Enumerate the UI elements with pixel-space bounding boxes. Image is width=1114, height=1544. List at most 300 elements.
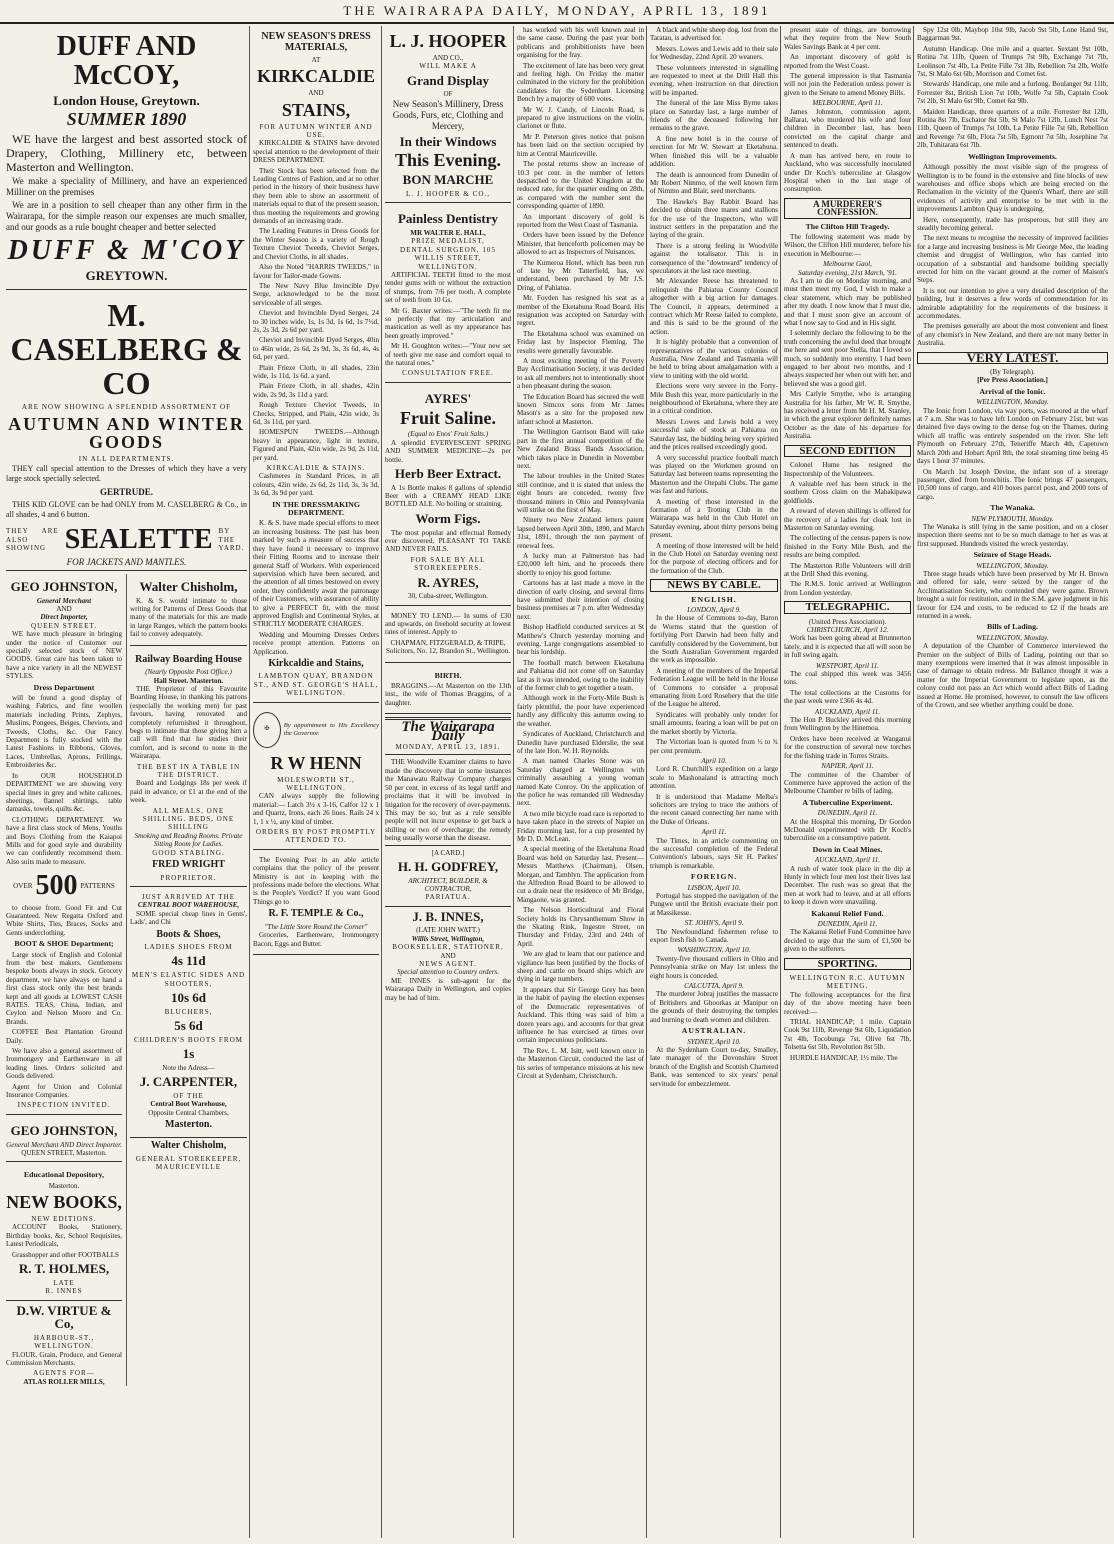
ad-text: Cashmeres in Standard Prices, in all colours, 42in wide, 2s 6d, 2s 11d, 3s, 3s 3d, 3s 6d, 3s 9d per yard. <box>253 472 379 498</box>
news-para: A rush of water took place in the dip at Hunly in which four men lost their lives last December. The rush was so great that the men at work had to leave, and at all efforts to keep it down were unavailing. <box>784 864 911 907</box>
ad-chisholm <box>130 1141 247 1171</box>
news-para: A fine new hotel is in the course of erection for Mr W. Stewart at Eketahuna. When finished this will be a valuable addition. <box>650 134 778 169</box>
ad-patterns: PATTERNS <box>80 881 115 890</box>
ad-boots: Boots & Shoes, <box>156 928 221 940</box>
dateline: CALCUTTA, April 9. <box>684 982 744 991</box>
ad-text: Mr G. Baxter writes:—"The teeth fit me so perfectly that my articulation and mastication as well as my appearance has been greatly improved." <box>385 306 511 340</box>
ad-carpenter <box>130 890 247 1138</box>
ad-street: QUEEN STREET. <box>30 621 98 630</box>
ad-name: J. B. INNES, <box>412 908 484 924</box>
dateline: NEW PLYMOUTH, Monday. <box>971 514 1054 523</box>
ad-town: Hall Street. Masterton. <box>153 676 224 685</box>
section-subhead: Kakanui Relief Fund. <box>811 908 884 918</box>
ad-smoking: Smoking and Reading Rooms. Private Sitting Room for Ladies. <box>134 831 243 849</box>
column-4 <box>517 26 644 1538</box>
news-para: The Eketahuna school was examined on Friday last by Inspector Fleming. The results were generally favourable. <box>517 329 644 355</box>
ad-dept: IN THE DRESSMAKING DEPARTMENT. <box>272 499 360 518</box>
news-para: Syndicates of Auckland, Christchurch and Dunedin have purchased Elderslie, the seat of the late Hon. W. H. Reynolds. <box>517 730 644 755</box>
dateline: MONDAY, APRIL 13, 1891. <box>395 743 501 752</box>
news-para: The following acceptances for the first day of the above meeting have been received:— <box>784 990 911 1016</box>
ad-seal-text: By appointment to His Excellency the Governor. <box>283 722 379 737</box>
ad-geo-johnston <box>6 574 122 1115</box>
section-subhead: Down in Coal Mines. <box>812 844 883 854</box>
ad-will: WILL MAKE A <box>419 62 477 71</box>
ad-price: 5s 6d <box>174 1017 203 1033</box>
dateline: ST. JOHN'S, April 9. <box>684 919 744 928</box>
ad-late: LATE <box>53 1278 75 1287</box>
ad-boot-dept: BOOT & SHOE Department; <box>14 939 114 949</box>
ad-text: CLOTHING DEPARTMENT. We have a first class stock of Mens, Youths and Boys Clothing from the Kaiapoi Mills and for good style and durability we can confidently recommend them. Also suits made to measure. <box>6 815 123 866</box>
ad-prize: PRIZE MEDALIST, <box>411 237 485 246</box>
ad-text: HOMESPUN TWEEDS.—Although heavy in appearance, light in texture, Figured and Plain, 42in wide, 2s 9d, 2s 11d, per yard. <box>253 428 379 462</box>
editorial-text: THE Woodville Examiner claims to have made the discovery that in some instances the Manawatu Railway Company charges 50 per cent. in excess of its legal tariff and proclaims that it will be involved in litigation for the recovery of over-payments. This may be so, but as a rule sensible people will not incur expense to get back a shilling or two of overcharge; the remedy being usually worse than the disease. <box>385 758 511 843</box>
ad-godfrey <box>385 845 511 907</box>
ad-mills: ATLAS ROLLER MILLS, <box>23 1377 105 1386</box>
ad-subtitle: (Nearly Opposite Post Office.) <box>145 668 232 677</box>
ad-text: K. & S. have made special efforts to meet an increasing business. The past has been marked by such a measure of success that they have found it necessary to improve their Fitting Rooms and to increase their general Staff of Workers. With experienced supervision which have been secured, and the attention of all times bestowed on every order, they confidently await the patronage of their Customers, with assurance of ability to give a PERFECT fit, with the most approved English and Continental Styles, at STRICTLY MODERATE CHARGES. <box>253 519 379 629</box>
ad-name: FRED WRIGHT <box>152 859 225 871</box>
ad-text: ACCOUNT Books, Stationery, Birthday books, &c, School Requisites, Latest Periodicals, <box>6 1223 123 1249</box>
news-para: The coal shipped this week was 3456 tons. <box>784 670 911 687</box>
dateline: MELBOURNE, April 11. <box>812 99 883 108</box>
dateline: WASHINGTON, April 10. <box>677 946 751 955</box>
ad-items: New Season's Millinery, Dress Goods, Furs, etc, Clothing and Mercery, <box>392 98 504 131</box>
ad-text: Rough Texture Cheviot Tweeds, in Checks, Stripped, and Plain, 42in wide, 3s 6d, 3s 11d, per yard. <box>253 401 379 426</box>
ad-text: The Evening Post in an able article complains that the policy of the present Ministry is not in keeping with the professions made before the elections. What is the People's Verdict? If you want Good Things go to <box>253 855 379 906</box>
news-para: The total collections at the Customs for the past week were £366 4s 4d. <box>784 688 911 706</box>
ad-innes <box>385 910 511 1002</box>
column-rule <box>513 26 514 1538</box>
masthead <box>0 0 1114 24</box>
ad-text: A splendid EVERVESCENT SPRING AND SUMMER MEDICINE—2s per bottle. <box>385 438 511 464</box>
news-para: Mr P. Peterson gives notice that poison has been laid on the section occupied by him at Central Mauriceville. <box>517 132 644 158</box>
news-para: Cartoons has at last made a move in the direction of early closing, and several firms have submitted their intention of closing business premises at 7 p.m. after Wednesday next. <box>517 579 644 621</box>
ad-sub: (Equal to Enos' Fruit Salts.) <box>407 430 489 439</box>
column-1 <box>6 26 247 1538</box>
ad-goods: AUTUMN AND WINTER GOODS <box>8 413 245 453</box>
ad-grand: Grand Display <box>407 72 489 88</box>
column-rule <box>249 26 250 1538</box>
col1-right <box>126 574 247 1386</box>
ad-temple <box>253 853 379 955</box>
ad-firm: CHAPMAN, FITZGERALD, & TRIPE, Solicitors, No. 12, Brandon St., Wellington. <box>385 638 511 656</box>
section-subhead: The Clifton Hill Tragedy. <box>805 221 890 231</box>
ad-text: ME INNES is sub-agent for the Wairarapa Daily in Wellington, and copies may be had of him. <box>385 976 511 1002</box>
ad-signature: KIRKCALDIE & STAINS. <box>266 464 366 473</box>
dateline: LISBON, April 10. <box>687 883 741 892</box>
ad-text: Wedding and Mourning Dresses Orders receive prompt attention. Patterns on Application. <box>253 630 379 656</box>
ad-text: A 1s Bottle makes 8 gallons of splendid Beer with a CREAMY HEAD LIKE BOTTLED ALE. No boiling or straining. <box>385 483 511 509</box>
ad-town: MAURICEVILLE <box>155 1163 222 1172</box>
ad-text: THIS KID GLOVE can be had ONLY from M. CASELBERG & Co., in all shades, 4 and 6 button. <box>6 500 247 520</box>
ad-text: THEY call special attention to the Dresses of which they have a very large stock specially selected. <box>6 463 247 483</box>
news-para: A reward of eleven shillings is offered for the recovery of a ladies fur cloak lost in Masterton on Saturday evening. <box>784 507 911 532</box>
section-subhead: The Wanaka. <box>990 503 1035 513</box>
ad-and: AND <box>308 89 324 98</box>
ad-text: ARTIFICIAL TEETH fitted to the most tender gums with or without the extraction of stumps, from 7/6 per tooth. A complete set of teeth from 10 Gs. <box>385 271 511 305</box>
ad-by-yard: BY THE YARD. <box>218 527 245 553</box>
dateline: LONDON, April 9. <box>687 606 741 614</box>
ad-railway-boarding <box>130 649 247 887</box>
royal-seal-icon: ✠ <box>253 712 281 748</box>
ad-name: J. CARPENTER, <box>139 1074 238 1090</box>
ad-of: OF THE <box>173 1091 204 1100</box>
ad-ladies: LADIES SHOES FROM <box>144 943 233 952</box>
ad-agents: AGENTS FOR— <box>33 1369 95 1378</box>
ad-hooper <box>385 26 511 203</box>
ad-subtitle: General Merchant AND Direct Importer. <box>6 1140 122 1149</box>
dateline: WELLINGTON, Monday. <box>976 561 1049 570</box>
ad-and: AND <box>440 951 456 960</box>
news-para: Spy 12st 0lb, Maybop 10st 9lb, Jacob 9st 5lb, Lone Hand 9st, Baggarman 9st. <box>917 26 1108 43</box>
ad-bon: BON MARCHE <box>402 172 494 188</box>
ad-text: Plain Frieze Cloth, in all shades, 23in wide, 1s 11d, 1s 6d. a yard. <box>253 363 379 380</box>
ad-text: Groceries, Earthenware, Ironmongery Bacon, Eggs and Butter. <box>253 931 379 948</box>
ad-mens: MEN'S ELASTIC SIDES AND SHOOTERS, <box>131 971 246 988</box>
section-subhead: Seizure of Stage Heads. <box>973 550 1052 560</box>
ad-price: 4s 11d <box>171 953 206 969</box>
news-para: The football match between Eketahuna and Pahiatua did not come off on Saturday last as it was intended, owing to the inability of the former club to get together a team. <box>517 658 644 693</box>
ad-new-editions: NEW EDITIONS. <box>31 1215 97 1224</box>
masthead-title: WAIRARAPA DAILY, <box>383 3 552 18</box>
news-para: The Ionic from London, via way ports, was moored at the wharf at 7 a.m. She was to have left London on February 21st, but was detained five days owing to the dense fog on the Thames, during which all traffic was entirely suspended on the river. She left Plymouth on February 27th, Teneriffe March 4th, Capetown March 20th and Hobart April 8th, the total steaming time being 45 days 1 hour 37 minutes. <box>917 406 1108 466</box>
news-para: There is a strong feeling in Woodville against the totalisator. This is in consequence of the "downward" tendency of speculators at the last race meeting. <box>650 241 778 275</box>
ad-text: The Leading Features in Dress Goods for the Winter Season is a variety of Rough Texture Cheviot Tweeds, Cheviot Serges, and Cheviot Cloths, in all shades. <box>253 227 379 261</box>
dateline: WESTPORT, April 11. <box>815 661 880 670</box>
news-para: Orders have been received at Wanganui for the construction of several new torches for the fishing trade in Torres Straits. <box>784 734 911 760</box>
ad-title: M. CASELBERG & CO <box>10 297 243 401</box>
ad-subtitle: London House, Greytown. <box>53 92 200 108</box>
ad-ayres <box>385 386 511 606</box>
col1-left <box>6 574 122 1386</box>
ad-text: In OUR HOUSEHOLD DEPARTMENT we are showing very special lines in grey and white calicoes, sheetings, flannel shirtings, table damasks, towels, quilts &c. <box>6 771 123 814</box>
ad-text: Plain Frieze Cloth, in all shades, 42in wide, 2s 9d, 3s 11d a yard. <box>253 382 379 399</box>
ad-stabling: GOOD STABLING. <box>152 848 225 857</box>
news-para: A meeting of those interested will be held in the Club Hotel on Saturday evening next for the purpose of electing officers and for the formation of the Club. <box>650 541 778 575</box>
ad-text: We are in a position to sell cheaper than any other firm in the Wairarapa, for the simple reason our expenses are much smaller, and our goods as a rule bought cheaper and better selected <box>6 200 247 233</box>
ad-text: FLOUR, Grain, Produce, and General Commission Merchants. <box>6 1350 123 1368</box>
section-head-sporting: SPORTING. <box>784 958 911 970</box>
ad-text: WE have much pleasure in bringing under the notice of Customer our specially selected stock of NEW GOODS. Great care has been taken to have a nice variety in all the NEWEST STYLES. <box>6 630 123 681</box>
news-para: present state of things, are borrowing what they require from the New South Wales Savings Bank at 4 per cent. <box>784 26 911 51</box>
ad-sale: FOR SALE BY ALL STOREKEEPERS. <box>410 555 486 573</box>
ad-note: Note the Adress— <box>162 1063 215 1072</box>
ad-sub: "The Little Store Round the Corner" <box>264 922 368 931</box>
ad-inspect: INSPECTION INVITED. <box>17 1101 111 1110</box>
news-para: Mrs Carlyle Smythe, who is arranging Australia for his father, Mr W. R. Smythe, has received a letter from Mr H. M. Stanley, in which the great explorer definitely names October as the date of his departure for Australia. <box>784 390 911 441</box>
ad-sub: BOOKSELLER, STATIONER, <box>392 943 504 952</box>
ad-title: NEW SEASON'S DRESS MATERIALS, <box>261 31 371 53</box>
news-para: The next means to recognise the necessity of improved facilities for a large and increasing business is Mr George Mee, the leading chemist and druggist of Wellington, who has carried into occupation of a substantial and handsome building specially erected for him on the vacant ground at the corner of Maison's Steps. <box>917 234 1108 285</box>
ad-town: Masterton. <box>76 1148 107 1157</box>
ad-text: Mr H. Goughton writes:—"Your new set of teeth give me ease and comfort equal to the natural ones." <box>385 342 511 368</box>
ad-caselberg <box>6 293 247 571</box>
ad-duff-mccoy <box>6 26 247 290</box>
news-para: Portugal has stopped the navigation of the Pungwe until the British evacuate their port at Massikesse. <box>650 892 778 917</box>
news-para: As I am to die on Monday morning, and must then meet my God, I wish to make a clear statement, which may be published after my death. I now know that I must die, and that I must soon give an account of what I now say to God and in His sight. <box>784 276 911 327</box>
ad-for-jackets: FOR JACKETS AND MANTLES. <box>66 556 187 567</box>
ad-henn-seal-row <box>253 709 379 751</box>
ad-address: LAMBTON QUAY, BRANDON ST., AND ST. GEORGE'S HALL, <box>253 672 379 689</box>
news-para: TRIAL HANDICAP; 1 mile. Captain Cook 9st 11lb, Revenge 9st 6lb, Liquidation 7st 4lb, Tocobunga 7st, Olive 6st 7lb, Tolsetta 6st 5lb, Revolution 8st 5lb. <box>784 1018 911 1052</box>
ad-money <box>385 609 511 663</box>
news-para: An important discovery of gold is reported from the West Coast of Tasmania. <box>517 212 644 229</box>
dateline: AUCKLAND, April 11. <box>814 856 881 865</box>
ad-text: COFFEE Best Plantation Ground Daily. <box>6 1028 123 1045</box>
ad-dental: DENTAL SURGEON, 105 WILLIS STREET, <box>400 245 496 263</box>
news-para: The Kumeroa Hotel, which has been run of late by Mr Tatterfield, has, we understand, been purchased by Mr J.S. Dring, of Pahiatua. <box>517 258 644 292</box>
news-para: At the Sydenham Court to-day, Smalley, late manager of the Dovonshire Street branch of the English and Scottish Chartered Bank, was sentenced to six years' penal servitude for embezzlement. <box>650 1045 778 1088</box>
ad-subtitle: ARE NOW SHOWING A SPLENDID ASSORTMENT OF <box>21 403 232 412</box>
ad-at: AT <box>311 56 321 64</box>
ad-news: NEWS AGENT. <box>419 960 477 969</box>
news-para: Twenty-five thousand colliers in Ohio and Pennsylvania strike on May 1st unless the eight hours is conceded. <box>650 954 778 980</box>
news-para: has worked with his well known zeal in the same cause. During the past year both publicans and prohibitionists have been organising for the fray. <box>517 26 644 60</box>
ad-text: to choose from. Good Fit and Cut Guaranteed. New Regatta Oxford and White Shirts, Ties, Braces, Socks and Gents underclothing. <box>6 903 123 937</box>
dateline: Saturday evening, 21st March, '91. <box>798 268 897 277</box>
column-7 <box>917 26 1108 1538</box>
ad-new-books: NEW BOOKS, <box>6 1192 122 1213</box>
news-para: Mr Alexander Reese has threatened to relinquish the Pahiatua County Council altogether with a big action for damages. The Council, it appears, determined a contract which Mr Reese failed to complete, and this is said to be the ground of the action. <box>650 277 778 336</box>
news-para: Mr W. J. Candy, of Lincoln Road, is prepared to give instructions on the violin, clarionet or flute. <box>517 105 644 131</box>
dateline: AUCKLAND, April 11. <box>814 707 881 716</box>
ad-arrived: JUST ARRIVED AT THE <box>141 892 236 901</box>
news-para: The R.M.S. Ionic arrived at Wellington from London yesterday. <box>784 580 911 597</box>
ad-henn <box>253 706 379 850</box>
ad-opposite: Opposite Central Chambers, <box>148 1108 229 1117</box>
ad-dress-dept: Dress Department <box>33 682 95 692</box>
ad-dentistry <box>385 206 511 383</box>
column-rule <box>381 26 382 1538</box>
section-head-cable: NEWS BY CABLE. <box>650 579 778 591</box>
ad-evening: This Evening. <box>394 150 502 171</box>
section-subhead: (United Press Association). <box>808 617 887 626</box>
ad-virtue <box>6 1304 122 1387</box>
dateline: Melbourne Gaol, <box>823 260 872 269</box>
ad-in: In their Windows <box>399 133 497 149</box>
ad-sub: GENERAL STOREKEEPER, <box>135 1154 242 1163</box>
news-para: The Nelson Horticultural and Floral Society holds its Chrysanthemum Show in the Skating Rink, Ingestre Street, on Thursday and Friday, 23rd and 24th of April. <box>517 906 644 948</box>
news-para: HURDLE HANDICAP, 1½ mile. The <box>790 1053 898 1062</box>
ad-text: will be found a good display of washing Fabrics, and fine woollen materials including Prints, Zephyrs, Muslins, Pongees, Beiges, Cheviots, and Tweeds, Cloths, &c. Our Fancy Department is fully stocked with the Latest Fashions in Ribbons, Gloves, Laces, Umbrellas, Aprons, Frillings, Embroideries &c. <box>6 694 123 770</box>
news-para: The death is announced from Dunedin of Mr Robert Nimmo, of the well known firm of Nimmo and Blair, seed merchants. <box>650 170 778 196</box>
news-para: A man named Charles Stone was on Saturday charged at Wellington with criminally assaulting a young woman named Kate Conroy. On the application of the police he was remanded till Wednesday next. <box>517 757 644 808</box>
news-para: We are glad to learn that our patience and vigilance has been justified by the flocks of sheep and cattle on board ships which are dying in large numbers. <box>517 950 644 984</box>
ad-text: We make a speciality of Millinery, and have an experienced Milliner on the premises <box>6 176 247 198</box>
ad-price: 1s <box>182 1046 195 1062</box>
news-para: Lord R. Churchill's expedition on a large scale to Mashonaland is attracting much attention. <box>650 765 778 791</box>
ad-educational-depository <box>6 1165 122 1300</box>
ad-title: D.W. VIRTUE & Co, <box>16 1302 112 1332</box>
ad-kirkcaldie <box>253 26 379 703</box>
column-5 <box>650 26 778 1538</box>
ad-of: OF <box>443 90 453 99</box>
ad-text: Cheviot and Invincible Dyed Serges, 24 to 30 inches wide, 1s, 1s 3d, 1s 6d, 1s 7½d, 2s, 2s 3d, 2s 6d per yard. <box>253 309 379 334</box>
news-para: James Johnston, commission agent, Ballarat, who murdered his wife and four children in December last, has been convicted on the capital charge and sentenced to death. <box>784 107 911 150</box>
divider <box>385 754 511 755</box>
column-rule <box>780 26 781 1538</box>
section-subhead: Arrival of the Ionic. <box>979 386 1046 396</box>
ad-text: K. & S. would intimate to those writing for Patterns of Dress Goods that many of the materials for this are made in large Ranges, which the pattern books fail to convey adequately. <box>130 596 247 639</box>
news-para: The following statement was made by Wilson, the Clifton Hill murderer, before his execution in Melbourne:— <box>784 232 911 258</box>
ad-signature: DUFF & M'COY <box>7 235 246 267</box>
ad-name: Walter Chisholm, <box>150 1140 227 1152</box>
news-para: The Masterton Rifle Volunteers will drill at the Drill Shed this evening. <box>784 561 911 578</box>
news-para: A very successful practice football match was played on the Workmen ground on Saturday last between teams representing the Masterton and the Otepahi Clubs. The game was fast and furious. <box>650 453 778 496</box>
news-para: It is highly probable that a convention of representatives of the various colonies of Australia, New Zealand and Tasmania will be held to bring about amalgamation with a view to uniting with the old world. <box>650 338 778 380</box>
ad-town: PARIATUA. <box>425 893 471 902</box>
dateline: CHRISTCHURCH, April 12. <box>806 626 889 634</box>
news-para: The Wellington Garrison Band will take part in the first annual competition of the New Zealand Brass Bands Association, which takes place in Dunedin in November next. <box>517 428 644 470</box>
dateline: NAPIER, April 11. <box>821 762 874 771</box>
news-para: A valuable reef has been struck in the southern Cross claim on the Mahakipawa goldfields. <box>784 479 911 505</box>
ad-title: Painless Dentistry <box>397 211 499 227</box>
news-para: The Hawke's Bay Rabbit Board has decided to obtain three mares and stallions for the use of the Inspectors, who will instruct settlers in the preparation and the laying of the grain. <box>650 197 778 240</box>
news-para: An important discovery of gold is reported from the West Coast. <box>784 53 911 70</box>
masthead-date: MONDAY, APRIL 13, 1891 <box>557 3 771 18</box>
ad-street-name: QUEEN STREET, <box>21 1148 75 1157</box>
ad-name: MR WALTER E. HALL, <box>410 228 486 237</box>
news-para: Orders have been issued by the Defence Minister, that henceforth policemen may be allowed to act as Inspectors of Nuisances. <box>517 231 644 257</box>
news-para: It appears that Sir George Grey has been in the habit of paying the election expenses of the Democratic representatives of Auckland. This thing was said of him a dozen years ago, and accounts for that great influence he has exercised at times over certain impecunious politicians. <box>517 985 644 1045</box>
ad-meals: ALL MEALS, ONE SHILLING. BEDS, ONE SHILLING <box>142 806 235 832</box>
ad-signature: R. AYRES, <box>417 574 479 590</box>
ad-text: SOME special cheap lines in Gents', Lads', and Chi <box>130 909 247 927</box>
news-para: The murderer Jobraj justifies the massacre of Britishers and Ghoorkas at Manipur on the grounds of their destroying the temples and burning to death women and children. <box>650 990 778 1024</box>
column-6 <box>784 26 911 1538</box>
news-para: The Kakanui Relief Fund Committee have decided to urge that the sum of £1,500 be given to the sufferers. <box>784 928 911 954</box>
dateline: WELLINGTON, Monday. <box>976 398 1049 407</box>
news-para: A meeting of those interested in the formation of a Trotting Club in the Wairarapa was held in the Club Hotel on Saturday evening, about thirty persons being present. <box>650 497 778 540</box>
news-para: The Newfoundland fishermen refuse to export fresh fish to Canada. <box>650 927 778 945</box>
news-para: Although possibly the most visible sign of the progress of Wellington is to be found in the extensive and fine blocks of new warehouses and office shops which are being erected on the Reclamation in the vicinity of the Queen's Wharf, there are still evidences of activity and enterprise to be met with in the improvements Lambton Quay is undergoing. <box>917 163 1108 214</box>
news-para: The Hon P. Buckley arrived this morning from Wellington by the Hinemoa. <box>784 716 911 733</box>
ad-signature: L. J. HOOPER & CO., <box>405 189 491 198</box>
ad-text: MONEY TO LEND.— In sums of £30 and upwards, on freehold security at lowest rates of interest. Apply to <box>385 611 511 637</box>
dateline: April 11. <box>701 828 727 837</box>
ad-name: R. F. TEMPLE & Co., <box>268 908 364 920</box>
ad-text: Agent for Union and Colonial Insurance Companies. <box>6 1082 123 1100</box>
ad-orders: ORDERS BY POST PROMPTLY ATTENDED TO. <box>255 828 377 845</box>
ad-text: WE have the largest and best assorted stock of Drapery, Clothing, Millinery etc, between Masterton and Wellington. <box>6 132 247 175</box>
news-para: Colonel Hume has resigned the Inspectorship of the Volunteers. <box>784 461 911 478</box>
masthead-the: THE <box>343 3 378 18</box>
ad-town: WELLINGTON. <box>286 689 346 698</box>
ad-importer: Direct Importer, <box>40 613 88 622</box>
ad-name: L. J. HOOPER <box>389 31 507 51</box>
ad-title: GEO JOHNSTON, <box>10 578 118 594</box>
dateline: April 10. <box>701 756 727 765</box>
news-para: A black and white sheep dog, lost from the Taratau, is advertised for. <box>650 26 778 43</box>
ad-title: GEO JOHNSTON, <box>10 1122 118 1138</box>
section-subhead: (By Telegraph). <box>990 368 1035 377</box>
ad-text: The New Navy Blue Invincible Dye Serge, acknowledged to be the most serviceable of all serges. <box>253 281 379 307</box>
news-para: Bishop Hadfield conducted services at St Matthew's Church yesterday morning and evening. Large congregations assembled to hear his lordship. <box>517 623 644 657</box>
news-para: The premises generally are about the most convenient and finest of any chemist's in New Zealand, and there are not many better in Australia. <box>917 322 1108 348</box>
ad-departments: IN ALL DEPARTMENTS. <box>78 455 175 464</box>
ad-town: WELLINGTON. <box>418 262 478 271</box>
section-subhead: A Tuberculine Experiment. <box>802 797 893 807</box>
ad-warehouse: CENTRAL BOOT WAREHOUSE, <box>137 901 240 910</box>
news-para: The Wanaka is still lying in the same position, and on a closer inspection there seems not to be so much damage to her as was at first supposed. Hundreds visited the wreck yesterday. <box>917 522 1108 548</box>
news-para: Mr. Foyden has resigned his seat as a member of the Eketahuna Road Board. His resignation was accepted on Saturday with regret. <box>517 294 644 328</box>
ad-price: 10s 6d <box>170 989 207 1005</box>
column-rule <box>646 26 647 1538</box>
ad-glove-name: GERTRUDE. <box>100 486 153 497</box>
news-para: Elections were very severe in the Forty-Mile Bush this year, more particularly in the neighbourhood of Eketahuna, where they are in a critical condition. <box>650 382 778 416</box>
news-para: On March 1st Joseph Devine, the infant son of a steerage passenger, died from bronchitis. The Ionic brings 47 passengers, 10,500 tons of cargo, and 410 boxes parcel post, and 2000 tons of cargo. <box>917 467 1108 501</box>
ad-subtitle: General Merchant <box>36 596 92 605</box>
news-para: A meeting of the members of the Imperial Federation League will be held in the House of Commons to consider a proposal emanating from Lord Rosebery that the title of the League be altered. <box>650 666 778 709</box>
dateline: DUNEDIN, April 11. <box>817 920 878 928</box>
news-para: A deputation of the Chamber of Commerce interviewed the Premier on the subject of Bills of Lading, pointing out that so many exemptions were inserted that it was almost impossible in case of damage to obtain redress. Mr Ballance thought it was a matter for the Imperial Government to legislate upon, as the colony could not pass an Act which would affect Bills of Lading issued at Home. He promised, however, to consult the law officers of the Crown, and see whether anything could be done. <box>917 642 1108 710</box>
ad-text: CAN always supply the following material:— Latch 3½ x 3-16, Calfor 12 x 1 and Quartz, Irons, each 26 lines. Rails 24 x 1, 1 x ½, any kind of timber. <box>253 792 379 826</box>
ad-late: (LATE JOHN WATT.) <box>416 926 480 935</box>
ad-text: Board and Lodgings 18s per week if paid in advance, or £1 at the end of the week. <box>130 779 247 805</box>
column-3 <box>385 26 511 1538</box>
news-para: The Education Board has secured the well known Simcox sons from Mr James Mason's as a site for the proposed new infant school at Masterton. <box>517 392 644 426</box>
ad-text: Large stock of English and Colonial from the best makers. Gentlemens bespoke boots always in stock. Grocery department, we have always on hand a first class stock only the best brands kept and all goods at LOWEST CASH RATES. TEAS, China, Indian, and Ceylon and Nelson Moore and Co. Brands. <box>6 950 123 1026</box>
ad-name: R. T. HOLMES, <box>18 1261 110 1277</box>
news-para: The general impression is that Tasmania will not join the Federation unless power is given to the Senate to amend Money Bills. <box>784 72 911 97</box>
ad-patterns-row <box>6 868 122 903</box>
ad-worm: Worm Figs. <box>415 510 481 526</box>
ad-address: Willis Street, Wellington, <box>411 934 485 943</box>
section-subhead: WELLINGTON R.C. AUTUMN MEETING. <box>789 974 906 991</box>
news-para: A lucky man at Palmerston has had £20,000 left him, and he proceeds there shortly to enjoy his good fortune. <box>517 551 644 577</box>
ad-title: Fruit Saline. <box>399 407 496 428</box>
ad-season: SUMMER 1890 <box>66 109 187 130</box>
news-para: Work has been going ahead at Brunnerton lately, and it is expected that all will soon be in full swing again. <box>784 634 911 660</box>
ad-card: [A CARD.] <box>431 848 465 857</box>
news-para: Messrs. Lowes and Lewis add to their sale for Wednesday, 22nd April. 20 weaners. <box>650 44 778 62</box>
news-para: A two mile bicycle road race is reported to have taken place in the streets of Napier on Friday morning last, for a cup presented by Mr D. D. McLean. <box>517 809 644 843</box>
section-head-confession: A MURDERER'S CONFESSION. <box>784 198 911 219</box>
news-para: It is understood that Madame Melba's solicitors are trying to trace the authors of the recent canard connecting her name with the Duke of Orleans. <box>650 792 778 826</box>
news-para: The committee of the Chamber of Commerce have approved the action of the Melbourne Chamber re bills of lading. <box>784 770 911 796</box>
ad-consult: CONSULTATION FREE. <box>402 369 494 378</box>
section-subhead: Bills of Lading. <box>987 622 1038 632</box>
birth-head: BIRTH. <box>434 670 462 680</box>
news-para: Although work in the Forty-Mile Bush is fairly plentiful, the poor have experienced hardly any difficulty this autumn owing to the weather. <box>517 694 644 728</box>
news-para: Ninety two New Zealand letters patent lapsed between April 30th, 1890, and March 31st, 1891, through the non payment of renewal fees. <box>517 516 644 550</box>
ad-central: Central Boot Warehouse, <box>150 1100 227 1109</box>
ad-title: Walter Chisholm, <box>139 578 238 594</box>
ad-name: R W HENN <box>270 752 362 773</box>
ad-town: Masterton. <box>48 1181 80 1190</box>
news-para: Messrs Lowes and Lewis hold a very successful sale of stock at Pahiatua on Saturday last, the bidding being very spirited and the prices realised exceedingly good. <box>650 417 778 452</box>
ad-innes: R. INNES <box>45 1287 83 1296</box>
dateline: SYDNEY, April 10. <box>687 1037 741 1046</box>
news-para: A most exciting meeting of the Poverty Bay Acclimatisation Society, it was decided to ask all members not to intentionally shoot a hen pheasant during the season. <box>517 357 644 391</box>
ad-text: Grasshopper and other FOOTBALLS <box>12 1250 119 1259</box>
ad-firm: KIRKCALDIE <box>256 66 376 87</box>
news-para: Here, consequently, trade has prosperous, but still they are steadily becoming general. <box>917 215 1108 232</box>
news-para: Autumn Handicap. One mile and a quarter. Sextant 9st 10lb, Rotina 7st 11lb, Queen of Trumps 7st 9lb, Exchange 7st 7lb, Leolinson 7st 4lb, La Petite Fille 7st 3lb, Rebellion 7st 2lb, Wolfe 7st, St Malo 6st 6lb, Morrison and Comet 6st. <box>917 44 1108 79</box>
column-2 <box>253 26 379 1538</box>
column-rule <box>913 26 914 1538</box>
ad-text: Their Stock has been selected from the Leading Centres of Fashion, and at no other period in the history of their business have they been able to show an assortment of materials equal to that of the present season, thus meeting the requirements and growing demands of an increasing trade. <box>253 166 379 226</box>
ad-name: AYRES' <box>424 390 472 406</box>
news-para: In the House of Commons to-day, Baron de Worms stated that the question of fortifying Port Darwin had been fully and carefully considered by the Government, but the South Australian Government regarded the work as impossible. <box>650 614 778 665</box>
news-para: The Times, in an article commenting on the successful completion of the Federal Convention's labours, says Sir H. Parkes' triumph is remarkable. <box>650 836 778 870</box>
section-subhead: [Per Press Association.] <box>977 376 1048 385</box>
ad-title: Railway Boarding House <box>135 653 242 665</box>
ad-sub: ARCHITECT, BUILDER, & CONTRACTOR, <box>408 876 488 893</box>
news-para: The labour troubles in the United States still continue, and it is stated that unless the eight hours are conceded, twenty five thousand miners in Ohio and Pennsylvania will strike on the first of May. <box>517 472 644 514</box>
ad-and: AND <box>56 604 72 613</box>
news-para: Three stage heads which have been preserved by Mr H. Brown and offered for sale, were seized by the ranger of the Acclimatisation Society, who contended they were game. Brown brought a suit for restitution, and in the S.M. gave judgment in his favour for £24 and costs, to be reduced to £2 if the heads are returned in a week. <box>917 569 1108 620</box>
